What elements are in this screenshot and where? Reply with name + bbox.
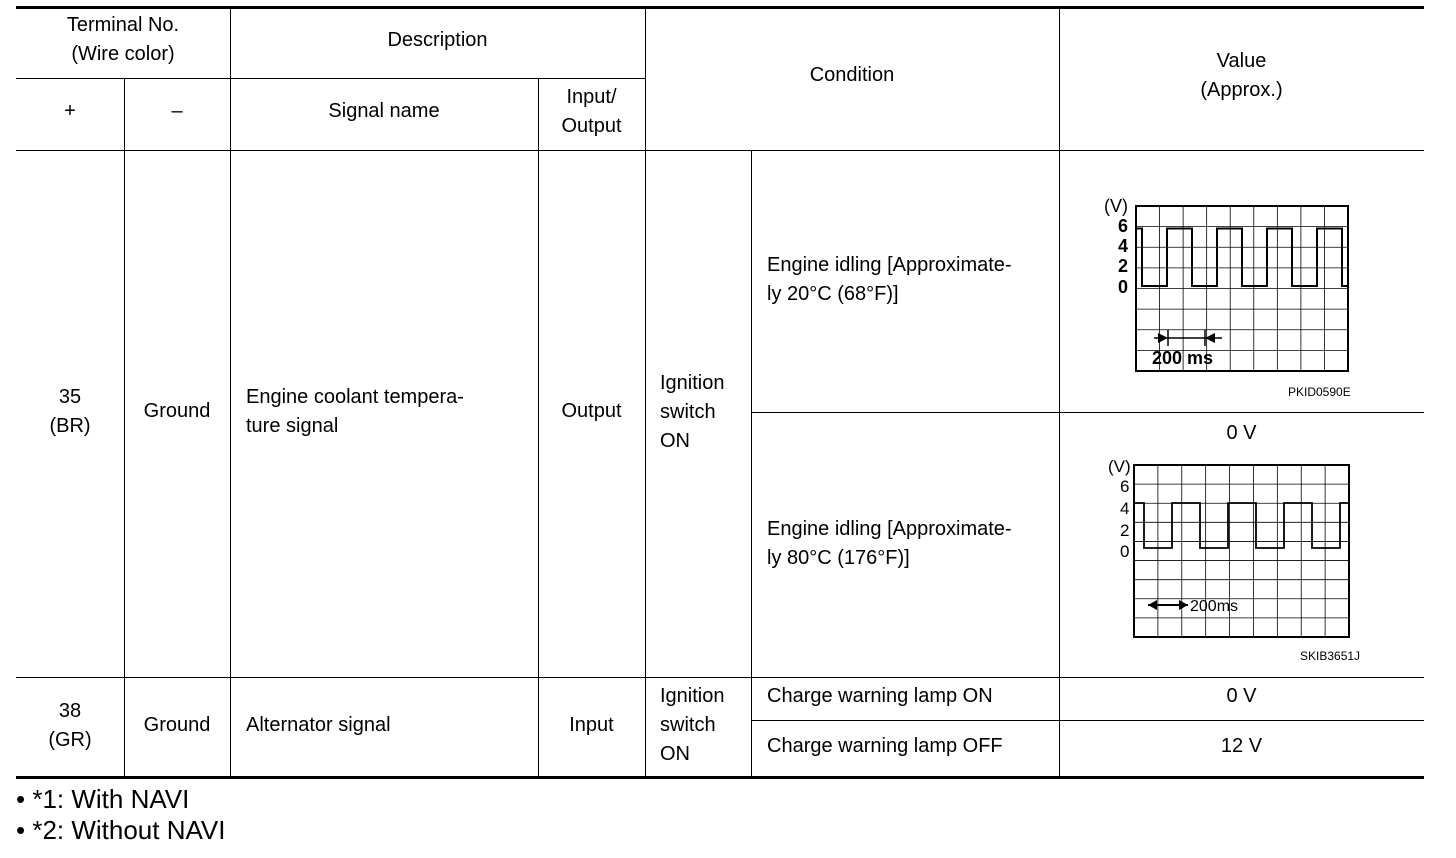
waveform-scale-arrows — [1154, 330, 1222, 346]
row38-io: Input — [569, 714, 614, 736]
waveform-grid — [1134, 465, 1349, 637]
row38-terminal: 38 (GR) — [48, 700, 92, 751]
waveform-ytick-0: 0 — [1118, 277, 1129, 297]
col-divider-desc-condition — [645, 7, 646, 777]
row-divider — [16, 677, 1424, 678]
header-terminal-no: Terminal No. (Wire color) — [66, 14, 180, 65]
waveform-ytick-4: 4 — [1120, 499, 1130, 518]
waveform-ytick-2: 2 — [1118, 256, 1129, 276]
table-top-border — [16, 6, 1424, 9]
row38-sub1-value: 0 V — [1226, 685, 1257, 707]
header-divider — [16, 78, 645, 79]
row38-sub1-condition: Charge warning lamp ON — [767, 685, 993, 707]
col-divider-plus-minus — [124, 79, 125, 777]
row35-io: Output — [561, 400, 622, 422]
waveform-ytick-0: 0 — [1120, 542, 1130, 561]
subcondition-divider — [751, 412, 1424, 413]
row35-sub2-condition: Engine idling [Approximate- ly 80°C (176°F)] — [767, 518, 1012, 569]
col-divider-signal-io — [538, 79, 539, 777]
header-bottom-border — [16, 150, 1424, 151]
row38-condition-main: Ignition switch ON — [660, 685, 725, 765]
subcondition-divider-2 — [751, 720, 1424, 721]
waveform-ytick-6: 6 — [1120, 477, 1130, 496]
waveform-unit-label: (V) — [1104, 196, 1128, 216]
row35-sub2-value: 0 V — [1226, 422, 1257, 444]
waveform-ytick-2: 2 — [1120, 521, 1130, 540]
row38-signal-name: Alternator signal — [246, 714, 391, 736]
waveform-scale-label: 200 ms — [1152, 348, 1214, 368]
col-divider-condition-value — [1059, 7, 1060, 777]
row38-sub2-condition: Charge warning lamp OFF — [767, 735, 1003, 757]
row38-sub2-value: 12 V — [1220, 735, 1263, 757]
header-value: Value (Approx.) — [1200, 50, 1283, 101]
waveform-unit-label: (V) — [1108, 457, 1131, 476]
header-description: Description — [387, 29, 488, 51]
header-input-output: Input/ Output — [561, 86, 622, 137]
waveform-scale-label: 200ms — [1190, 598, 1239, 615]
footnote-2: • *2: Without NAVI — [16, 815, 226, 845]
waveform-chart-80c — [1100, 452, 1390, 667]
table-bottom-border — [16, 776, 1424, 779]
row38-ground: Ground — [143, 714, 211, 736]
waveform-trace — [1136, 229, 1348, 287]
waveform-image-code: SKIB3651J — [1300, 649, 1361, 663]
waveform-signal — [1136, 229, 1348, 287]
header-minus: – — [171, 100, 183, 122]
row35-signal-name: Engine coolant tempera- ture signal — [246, 386, 464, 437]
row35-condition-main: Ignition switch ON — [660, 372, 725, 452]
row35-ground: Ground — [143, 400, 211, 422]
header-plus: + — [64, 100, 76, 122]
waveform-ytick-6: 6 — [1118, 216, 1129, 236]
col-divider-condition-sub — [751, 151, 752, 777]
header-condition: Condition — [809, 64, 895, 86]
header-signal-name: Signal name — [328, 100, 440, 122]
waveform-chart-20c — [1100, 190, 1390, 405]
waveform-frame — [1134, 465, 1349, 637]
footnote-1: • *1: With NAVI — [16, 784, 190, 814]
row35-terminal: 35 (BR) — [49, 386, 91, 437]
waveform-ytick-4: 4 — [1118, 236, 1129, 256]
row35-sub1-condition: Engine idling [Approximate- ly 20°C (68°F)] — [767, 254, 1012, 305]
waveform-image-code: PKID0590E — [1288, 385, 1351, 399]
